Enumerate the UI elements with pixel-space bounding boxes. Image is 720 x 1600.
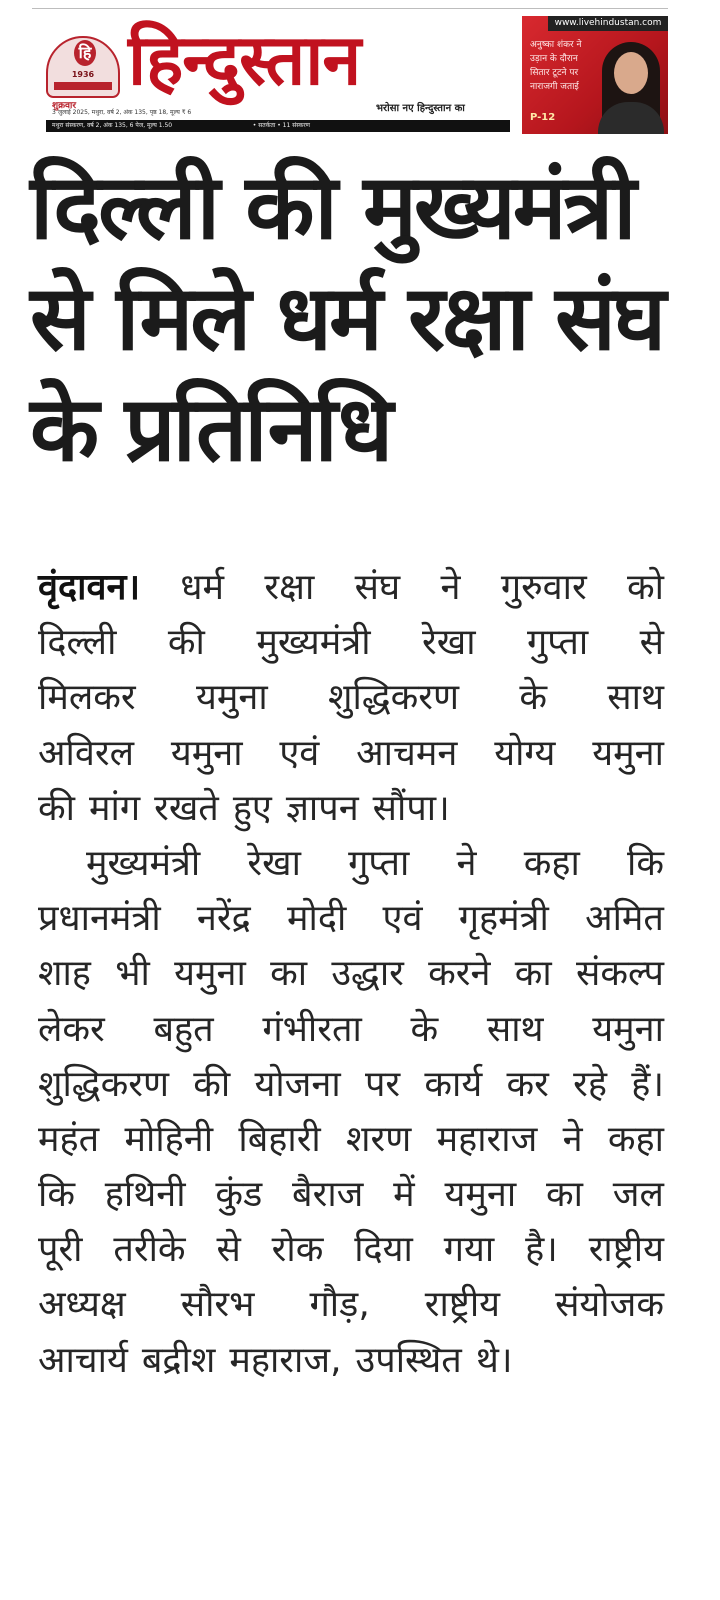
edition-strip [46, 120, 510, 132]
article-word: मुख्यमंत्री [256, 622, 371, 664]
edition-count: • सतर्कता • 11 संस्करण [252, 122, 310, 129]
article-word: एवं [382, 898, 423, 940]
article-word: रेखा [247, 842, 301, 884]
article-word: ज्ञापन [285, 787, 359, 829]
article-word: महंत [38, 1118, 100, 1160]
article-word: अविरल [38, 732, 134, 774]
article-word: धर्म [180, 567, 225, 608]
article-word: मांग [88, 787, 141, 829]
article-word: दिल्ली [38, 622, 117, 664]
emblem-year: 1936 [71, 70, 95, 79]
article-word: गुप्ता [526, 622, 589, 664]
article-word: दिया [354, 1229, 413, 1271]
headline-line: के प्रतिनिधि [30, 377, 391, 482]
article-word: संकल्प [576, 953, 664, 995]
article-word: यमुना [592, 732, 664, 774]
article-word: संघ [354, 567, 401, 608]
article-word: अध्यक्ष [38, 1284, 126, 1326]
article-word: मुख्यमंत्री [86, 842, 201, 884]
article-line [38, 1167, 664, 1222]
article-word: का [514, 953, 552, 995]
article-word: थे। [475, 1339, 513, 1381]
article-word: शरण [346, 1118, 412, 1160]
headline-line: दिल्ली की मुख्यमंत्री [30, 155, 634, 260]
article-word: से [216, 1229, 241, 1271]
article-word: प्रधानमंत्री [38, 898, 161, 940]
teaser-portrait [598, 38, 664, 134]
article-word: रोक [271, 1229, 324, 1271]
article-word: मोदी [286, 898, 347, 940]
article-word: कि [38, 1174, 75, 1216]
article-word: ने [440, 567, 461, 608]
article-line [38, 781, 664, 836]
article-word: रखते [154, 787, 219, 829]
article-word: बद्रीश [141, 1339, 216, 1381]
article-body [38, 560, 664, 1388]
top-rule [32, 8, 668, 9]
article-word: साथ [607, 677, 664, 719]
article-word: शाह [38, 953, 91, 995]
article-line [38, 1112, 664, 1167]
article-word: योजना [254, 1063, 341, 1105]
article-word: सौरभ [180, 1284, 255, 1326]
article-word: आचार्य [38, 1339, 128, 1381]
article-word: भी [115, 953, 150, 995]
article-word: गुप्ता [348, 842, 410, 884]
article-word: एवं [279, 732, 320, 774]
article-word: के [410, 1008, 439, 1050]
newspaper-logo: हिन्दुस्तान [128, 18, 361, 101]
article-word: सौंपा। [372, 787, 450, 829]
article-word: मोहिनी [124, 1118, 214, 1160]
article-word: रेखा [422, 622, 476, 664]
article-word: राष्ट्रीय [424, 1284, 501, 1326]
article-word: बैराज [292, 1174, 364, 1216]
article-word: कर [506, 1063, 549, 1105]
article-word: नरेंद्र [196, 898, 251, 940]
website-url: www.livehindustan.com [548, 16, 668, 31]
article-word: आचमन [356, 732, 458, 774]
article-word: करने [428, 953, 491, 995]
article-word: कहा [523, 842, 580, 884]
article-line [38, 615, 664, 670]
article-word: है। [525, 1229, 558, 1271]
article-word: बहुत [153, 1008, 214, 1050]
teaser-page-ref: P-12 [530, 112, 556, 123]
article-word: राष्ट्रीय [588, 1229, 664, 1271]
article-word: रक्षा [264, 567, 315, 608]
article-word: हथिनी [104, 1174, 186, 1216]
article-word: की [38, 787, 75, 829]
emblem-icon [46, 36, 120, 98]
article-word: बिहारी [238, 1118, 321, 1160]
article-word: महाराज, [229, 1339, 342, 1381]
article-word: यमुना [174, 953, 246, 995]
article-word: यमुना [444, 1174, 517, 1216]
article-word: ने [562, 1118, 583, 1160]
article-word: पूरी [38, 1229, 83, 1271]
article-word: अमित [585, 898, 664, 940]
article-word: योग्य [494, 732, 556, 774]
edition-info: मथुरा संस्करण, वर्ष 2, अंक 135, 6 पेज, मूल्य 1.50 [52, 122, 173, 129]
article-word: कार्य [424, 1063, 483, 1105]
newspaper-masthead [32, 12, 668, 134]
article-line [38, 891, 664, 946]
article-word: यमुना [170, 732, 243, 774]
emblem-ribbon [54, 82, 112, 90]
article-line [38, 1057, 664, 1112]
article-word: की [167, 622, 205, 664]
article-word: को [627, 567, 664, 608]
article-word: ने [456, 842, 477, 884]
article-line [38, 1277, 664, 1332]
issue-day: शुक्रवार [52, 101, 77, 111]
article-dateline: वृंदावन। [38, 567, 141, 608]
article-word: शुद्धिकरण [38, 1063, 169, 1105]
teaser-text: अनुष्का शंकर ने उड़ान के दौरान सितार टूटने पर नाराजगी जताई [530, 40, 582, 92]
article-word: की [193, 1063, 231, 1105]
newspaper-tagline: भरोसा नए हिन्दुस्तान का [376, 103, 465, 114]
article-line [38, 670, 664, 725]
article-word: यमुना [195, 677, 268, 719]
article-line [38, 1333, 664, 1388]
article-line [38, 1002, 664, 1057]
article-word: गौड़, [309, 1284, 370, 1326]
article-line [38, 836, 664, 891]
article-word: का [270, 953, 308, 995]
article-word: उपस्थित [355, 1339, 462, 1381]
article-word: महाराज [436, 1118, 538, 1160]
article-word: गुरुवार [500, 567, 587, 608]
article-word: साथ [486, 1008, 544, 1050]
article-word: कि [627, 842, 664, 884]
article-word: में [393, 1174, 415, 1216]
article-line [38, 560, 664, 615]
article-line [38, 726, 664, 781]
article-word: संयोजक [555, 1284, 664, 1326]
article-line [38, 1222, 664, 1277]
article-word: उद्धार [331, 953, 404, 995]
article-word: गृहमंत्री [458, 898, 549, 940]
article-word: का [546, 1174, 583, 1216]
article-word: गया [443, 1229, 495, 1271]
article-word: के [519, 677, 547, 719]
article-headline [30, 152, 690, 485]
article-word: कुंड [215, 1174, 263, 1216]
article-word: शुद्धिकरण [328, 677, 459, 719]
headline-line: से मिले धर्म रक्षा संघ [30, 266, 664, 371]
article-word: रहे [573, 1063, 607, 1105]
article-word: से [639, 622, 664, 664]
emblem-letter: हि [74, 40, 96, 66]
teaser-box [522, 16, 668, 134]
article-word: जल [612, 1174, 664, 1216]
article-word: हैं। [631, 1063, 664, 1105]
article-line [38, 946, 664, 1001]
article-word: गंभीरता [262, 1008, 362, 1050]
article-word: तरीके [113, 1229, 186, 1271]
article-word: लेकर [38, 1008, 105, 1050]
article-word: पर [364, 1063, 401, 1105]
article-word: मिलकर [38, 677, 136, 719]
article-word: कहा [607, 1118, 664, 1160]
article-word: हुए [232, 787, 272, 829]
issue-dateline: 3 जुलाई 2025, मथुरा, वर्ष 2, अंक 135, पृष्ठ 18, मूल्य ₹ 6 [52, 109, 192, 116]
article-word: यमुना [592, 1008, 664, 1050]
